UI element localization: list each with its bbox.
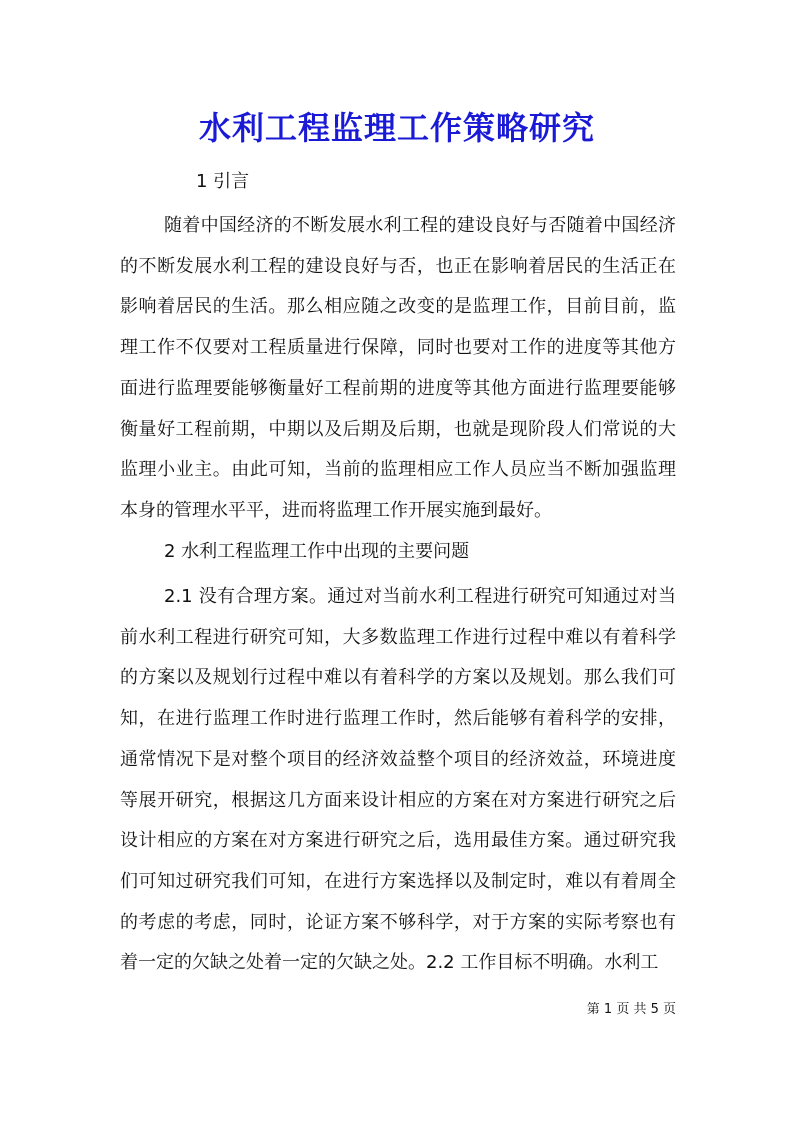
introduction-paragraph: 随着中国经济的不断发展水利工程的建设良好与否随着中国经济的不断发展水利工程的建设良好与否，也正在影响着居民的生活正在影响着居民的生活。那么相应随之改变的是监理工作，目前目前，监理工作不仅要对工程质量进行保障，同时也要对工作的进度等其他方面进行监理要能够衡量好工程前期的进度等其他方面进行监理要能够衡量好工程前期，中期以及后期及后期，也就是现阶段人们常说的大监理小业主。由此可知，当前的监理相应工作人员应当不断加强监理本身的管理水平平，进而将监理工作开展实施到最好。 xyxy=(120,215,676,521)
section-heading-main-problems: 2 水利工程监理工作中出现的主要问题 xyxy=(164,541,470,562)
document-title: 水利工程监理工作策略研究 xyxy=(198,109,595,147)
main-problems-paragraph: 2.1 没有合理方案。通过对当前水利工程进行研究可知通过对当前水利工程进行研究可知，大多数监理工作进行过程中难以有着科学的方案以及规划行过程中难以有着科学的方案以及规划。那么我们可知，在进行监理工作时进行监理工作时，然后能够有着科学的安排，通常情况下是对整个项目的经济效益整个项目的经济效益，环境进度等展开研究，根据这几方面来设计相应的方案在对方案进行研究之后设计相应的方案在对方案进行研究之后，选用最佳方案。通过研究我们可知过研究我们可知，在进行方案选择以及制定时，难以有着周全的考虑的考虑，同时，论证方案不够科学，对于方案的实际考察也有着一定的欠缺之处着一定的欠缺之处。2.2 工作目标不明确。水利工 xyxy=(120,586,676,974)
section-heading-introduction: 1 引言 xyxy=(196,171,250,192)
page-number: 第 1 页 共 5 页 xyxy=(586,1002,676,1017)
